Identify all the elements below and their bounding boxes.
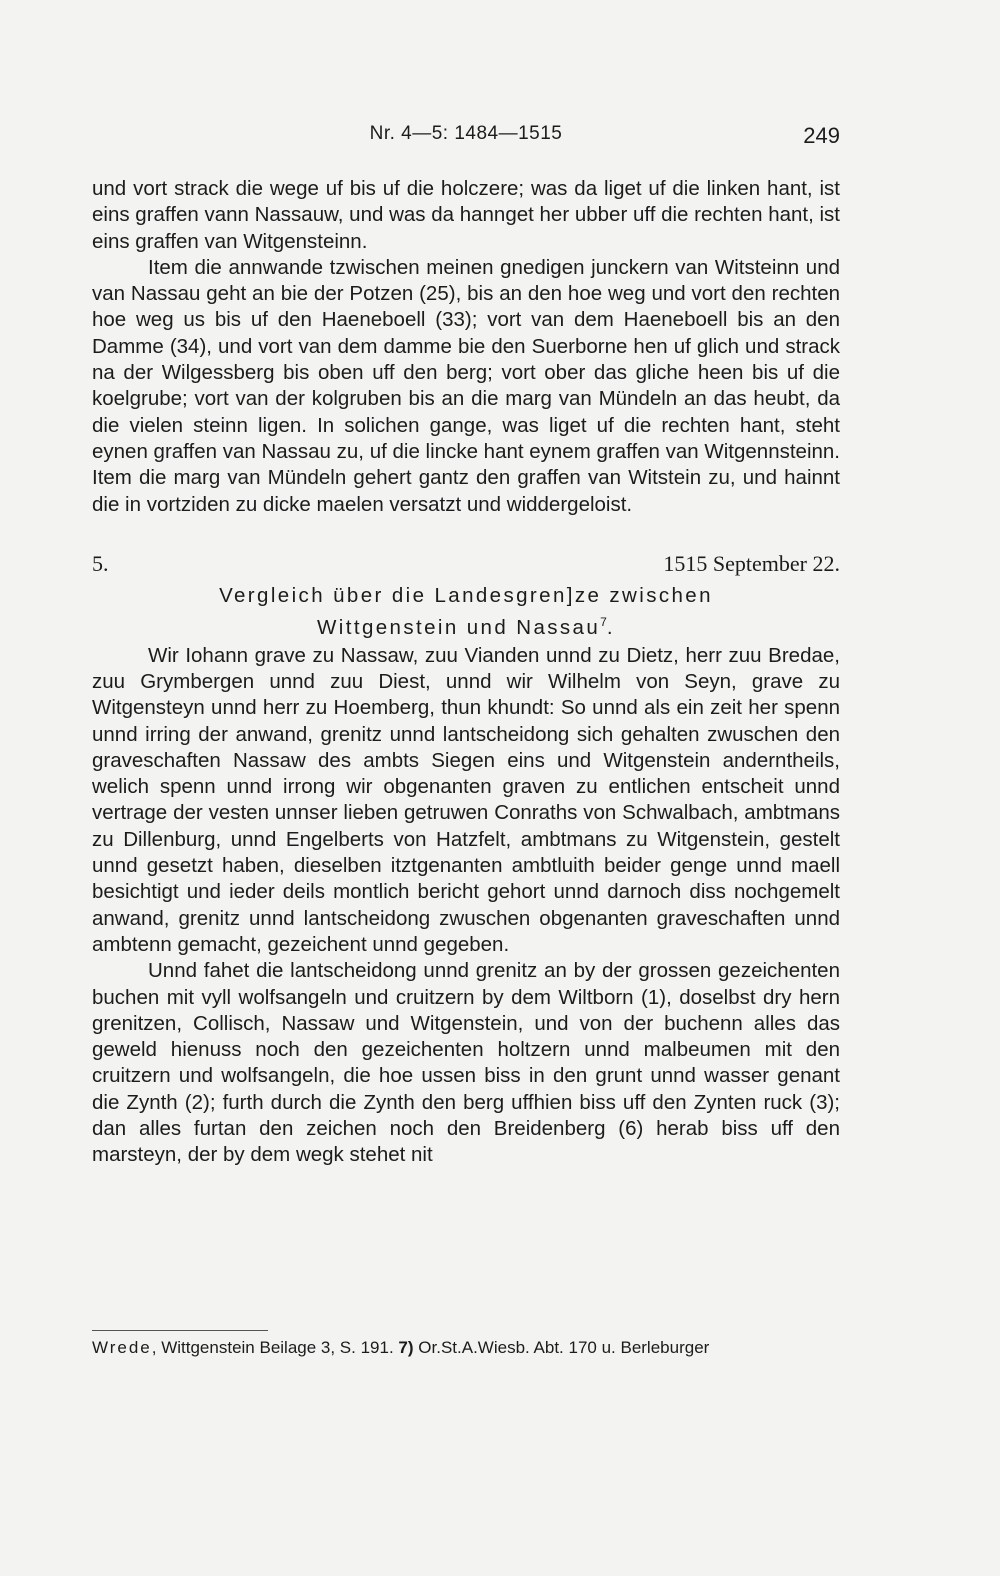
footnote-source-2: Or.St.A.Wiesb. Abt. 170 u. Berleburger	[413, 1338, 710, 1357]
paragraph-boundary-description: Unnd fahet die lantscheidong unnd grenitz an by der grossen gezeichenten buchen mit vyll wolfsangeln und cruitzern by dem Wiltborn (1), doselbst dry hern grenitzen, Collisch, Nassaw und Witgenstein, und von der buchenn alles das geweld hienuss noch den gezeichenten holtzern unnd malbeumen mit den cruitzern und wolfsangeln, die hoe ussen biss in den grunt unnd wasser genant die Zynth (2); furth durch die Zynth den berg uffhien biss uff den Zynten ruck (3); dan alles furtan den zeichen noch den Breidenberg (6) herab biss uff den marsteyn, der by dem wegk stehet nit	[92, 959, 840, 1167]
entry-title-line-1: Vergleich über die Landesgren]ze zwischen	[219, 583, 713, 607]
footnote-author: Wrede	[92, 1338, 152, 1357]
footnote-divider	[92, 1330, 268, 1331]
footnote	[92, 1336, 840, 1360]
page-header	[92, 123, 840, 153]
entry-heading	[92, 550, 840, 578]
footnote-source-1: , Wittgenstein Beilage 3, S. 191.	[151, 1338, 394, 1357]
entry-number: 5.	[92, 550, 109, 576]
footnote-reference: 7	[600, 614, 607, 629]
paragraph-charter-intro: Wir Iohann grave zu Nassaw, zuu Vianden unnd zu Dietz, herr zuu Bredae, zuu Grymbergen unnd zuu Diest, unnd wir Wilhelm von Seyn, grave zu Witgensteyn unnd herr zu Hoemberg, thun khundt: So unnd als ein zeit her spenn unnd irring der anwand, grenitz unnd lantscheidong sich gehalten zwuschen den graveschaften Nassaw des ambts Siegen eins und Witgenstein anderntheils, welich spenn unnd irrong wir obgenanten graven zu entlichen entscheit unnd vertrage der vesten unnser lieben getruwen Conraths von Schwalbach, ambtmans zu Dillenburg, unnd Engelberts von Hatzfelt, ambtmans zu Witgenstein, gestelt unnd gesetzt haben, dieselben itztgenanten ambtluith beider genge unnd maell besichtigt und ieder deils montlich bericht gehort unnd darnoch diss nochgemelt anwand, grenitz unnd lantscheidong zwuschen obgenanten graveschaften unnd ambtenn gemacht, gezeichent unnd gegeben.	[92, 643, 840, 956]
paragraph-continuation: und vort strack die wege uf bis uf die holczere; was da liget uf die linken hant, ist eins graffen vann Nassauw, und was da hannget her ubber uff die rechten hant, ist eins graffen van Witgensteinn.	[92, 177, 840, 253]
entry-title-line-2: Wittgenstein und Nassau$^7$.	[317, 614, 615, 639]
page-number: 249	[803, 123, 840, 148]
body-text	[92, 176, 840, 1169]
footnote-number: 7)	[398, 1338, 414, 1357]
entry-title	[92, 582, 840, 641]
running-title: Nr. 4—5: 1484—1515	[369, 123, 563, 144]
entry-title-text: Wittgenstein und Nassau	[317, 615, 601, 639]
entry-date: 1515 September 22.	[663, 550, 840, 576]
paragraph-item-boundary: Item die annwande tzwischen meinen gnedigen junckern van Witsteinn und van Nassau geht an bie der Potzen (25), bis an den hoe weg und vort den rechten hoe weg us bis uf den Haeneboell (33); vort van dem Haeneboell bis an den Damme (34), und vort van dem damme bie den Suerborne hen uf glich und strack na der Wilgessberg bis oben uff den berg; vort ober das gliche heen bis uf die koelgrube; vort van der kolgruben bis an die marg van Mündeln an das heubt, da die vielen steinn ligen. In solichen gange, was liget uf die rechten hant, steht eynen graffen van Nassau zu, uf die lincke hant eynem graffen van Witgennsteinn. Item die marg van Mündeln gehert gantz den graffen van Witstein zu, und hainnt die in vortziden zu dicke maelen versatzt und widdergeloist.	[92, 255, 840, 516]
